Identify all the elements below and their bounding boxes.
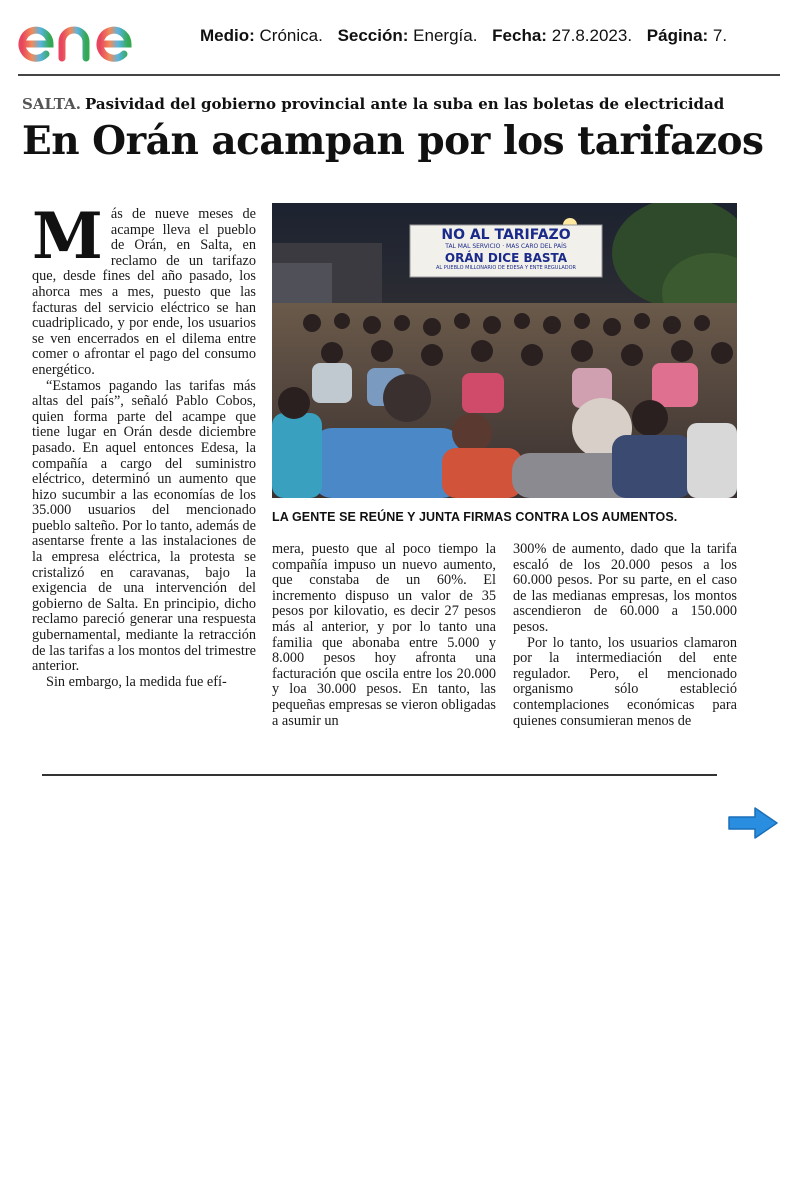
fecha-value: 27.8.2023. <box>551 26 633 45</box>
paragraph: Sin embargo, la medida fue efí- <box>46 673 227 690</box>
banner-line: TAL MAL SERVICIO · MAS CARO DEL PAÍS <box>445 243 567 250</box>
kicker-tag: SALTA. <box>22 95 81 113</box>
arrow-right-icon[interactable] <box>727 806 779 840</box>
seccion-label: Sección: <box>337 26 409 45</box>
pagina-label: Página: <box>646 26 709 45</box>
photo-banner <box>412 227 600 272</box>
seccion-value: Energía. <box>413 26 478 45</box>
dropcap: M <box>32 199 103 274</box>
photo-caption: LA GENTE SE REÚNE Y JUNTA FIRMAS CONTRA LOS AUMENTOS. <box>272 510 678 524</box>
header-divider <box>18 74 780 76</box>
clipping-metadata <box>200 26 727 46</box>
paragraph: mera, puesto que al poco tiempo la compañía impuso un nuevo aumento, que constaba de un 60%. El incremento dispuso un valor de 35 pesos por kilovatio, es decir 27 pesos más al anterior, y por lo tanto una familia que abonaba entre 5.000 y 8.000 pesos hoy afronta una facturación que oscila entre los 20.000 y loa 30.000 pesos. En tanto, las pequeñas empresas se vieron obligadas a asumir un <box>272 541 496 729</box>
article-headline: En Orán acampan por los tarifazos <box>22 118 764 164</box>
banner-line: AL PUEBLO MILLONARIO DE EDESA Y ENTE REGULADOR <box>435 265 577 271</box>
paragraph: Por lo tanto, los usuarios clamaron por la intermediación del ente regulador. Pero, el mencionado organismo sólo estableció contemplaciones económicas para quienes consumieran menos de <box>513 634 737 729</box>
fecha-label: Fecha: <box>492 26 547 45</box>
paragraph: 300% de aumento, dado que la tarifa escaló de los 20.000 pesos a los 60.000 pesos. Por su parte, en el caso de las medianas empresas, los montos ascendieron de 60.000 a 150.000 pesos. <box>513 541 737 635</box>
enel-logo <box>16 6 182 66</box>
medio-value: Crónica. <box>259 26 323 45</box>
paragraph: Más de nueve meses de acampe lleva el pueblo de Orán, en Salta, en reclamo de un tarifazo que, desde fines del año pasado, los ahorca mes a mes, puesto que las facturas del servicio eléctrico se han cuadriplicado, y por ende, los usuarios se ven encerrados en el dilema entre comer o afrontar el pago del consumo energético. <box>32 199 256 378</box>
article-photo <box>272 203 737 498</box>
pagina-value: 7. <box>712 26 728 45</box>
footer-divider <box>42 774 717 776</box>
medio-label: Medio: <box>200 26 255 45</box>
kicker-text: Pasividad del gobierno provincial ante la suba en las boletas de electricidad <box>85 95 725 113</box>
paragraph: “Estamos pagando las tarifas más altas del país”, señaló Pablo Cobos, quien forma parte del acampe que tiene lugar en Orán desde diciembre pasado. En aquel entonces Edesa, la compañía a cargo del suministro eléctrico, determinó un aumento que hizo sucumbir a las economías de los 35.000 usuarios del mencionado pueblo salteño. Por lo tanto, además de asentarse frente a las instalaciones de la empresa eléctrica, la protesta se cristalizó en caravanas, bajo la exigencia de una intervención del gobierno de Salta. En principio, dicho reclamo pareció generar una respuesta gubernamental, mediante la retracción de las tarifas a los montos del trimestre anterior. <box>32 377 256 675</box>
article-column-1 <box>32 199 256 690</box>
article-column-3 <box>513 542 737 729</box>
banner-line: ORÁN DICE BASTA <box>444 251 568 265</box>
banner-line: NO AL TARIFAZO <box>441 227 571 243</box>
article-column-2 <box>272 542 496 729</box>
clipping-header <box>0 0 800 76</box>
article-kicker <box>22 95 724 113</box>
